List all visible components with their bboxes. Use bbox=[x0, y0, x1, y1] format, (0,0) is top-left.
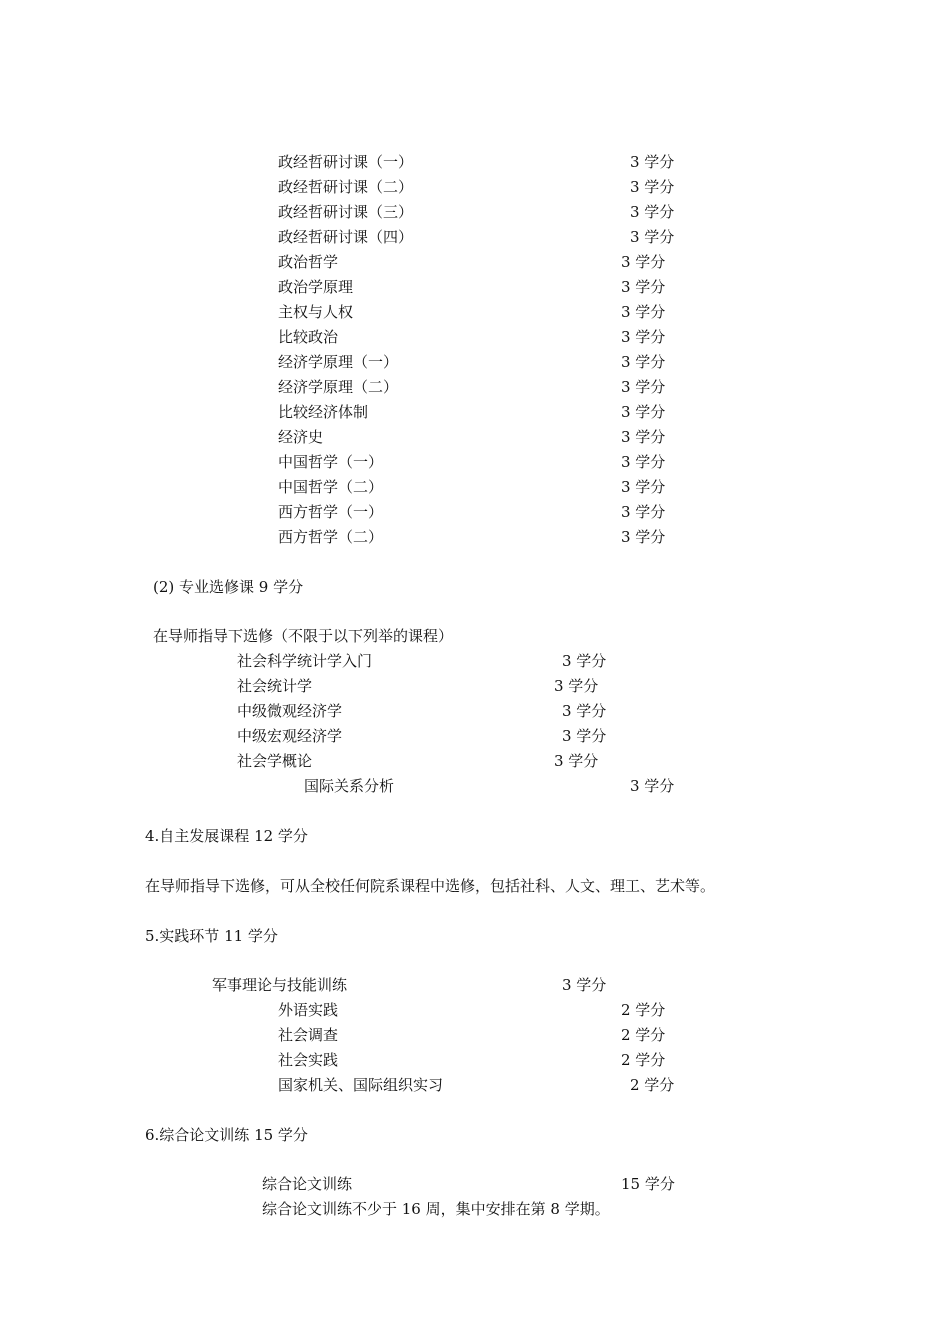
course-name: 军事理论与技能训练 bbox=[212, 976, 348, 994]
course-name: 社会统计学 bbox=[237, 677, 313, 695]
course-credit: 3 学分 bbox=[630, 228, 675, 246]
course-credit: 3 学分 bbox=[554, 677, 599, 695]
course-credit: 3 学分 bbox=[621, 303, 666, 321]
course-name: 国际关系分析 bbox=[304, 777, 395, 795]
section4-heading: 4.自主发展课程 12 学分 bbox=[145, 827, 308, 845]
course-credit: 2 学分 bbox=[621, 1026, 666, 1044]
course-name: 中国哲学（二） bbox=[278, 478, 384, 496]
course-name: 经济史 bbox=[278, 428, 324, 446]
section6-note: 综合论文训练不少于 16 周，集中安排在第 8 学期。 bbox=[262, 1200, 610, 1218]
course-credit: 3 学分 bbox=[621, 403, 666, 421]
course-credit: 3 学分 bbox=[621, 353, 666, 371]
course-credit: 3 学分 bbox=[562, 702, 607, 720]
course-name: 政经哲研讨课（四） bbox=[278, 228, 414, 246]
course-name: 社会学概论 bbox=[237, 752, 313, 770]
course-name: 中国哲学（一） bbox=[278, 453, 384, 471]
course-name: 社会实践 bbox=[278, 1051, 339, 1069]
section5-heading: 5.实践环节 11 学分 bbox=[145, 927, 278, 945]
course-credit: 3 学分 bbox=[630, 777, 675, 795]
course-credit: 3 学分 bbox=[562, 652, 607, 670]
course-credit: 3 学分 bbox=[630, 153, 675, 171]
course-name: 经济学原理（一） bbox=[278, 353, 399, 371]
course-credit: 2 学分 bbox=[621, 1051, 666, 1069]
course-name: 政经哲研讨课（三） bbox=[278, 203, 414, 221]
course-name: 社会调查 bbox=[278, 1026, 339, 1044]
section4-text: 在导师指导下选修，可从全校任何院系课程中选修，包括社科、人文、理工、艺术等。 bbox=[145, 877, 716, 895]
course-credit: 15 学分 bbox=[621, 1175, 675, 1193]
course-credit: 3 学分 bbox=[621, 528, 666, 546]
course-name: 外语实践 bbox=[278, 1001, 339, 1019]
course-name: 比较经济体制 bbox=[278, 403, 369, 421]
course-credit: 3 学分 bbox=[621, 503, 666, 521]
course-name: 西方哲学（二） bbox=[278, 528, 384, 546]
course-credit: 2 学分 bbox=[630, 1076, 675, 1094]
course-name: 主权与人权 bbox=[278, 303, 354, 321]
course-credit: 3 学分 bbox=[621, 253, 666, 271]
course-credit: 3 学分 bbox=[621, 428, 666, 446]
course-credit: 2 学分 bbox=[621, 1001, 666, 1019]
course-credit: 3 学分 bbox=[554, 752, 599, 770]
course-name: 综合论文训练 bbox=[262, 1175, 353, 1193]
course-credit: 3 学分 bbox=[621, 478, 666, 496]
elective-intro: 在导师指导下选修（不限于以下列举的课程） bbox=[153, 627, 454, 645]
course-credit: 3 学分 bbox=[621, 378, 666, 396]
course-credit: 3 学分 bbox=[630, 178, 675, 196]
course-name: 经济学原理（二） bbox=[278, 378, 399, 396]
elective-heading: (2) 专业选修课 9 学分 bbox=[153, 578, 304, 596]
course-name: 西方哲学（一） bbox=[278, 503, 384, 521]
course-name: 国家机关、国际组织实习 bbox=[278, 1076, 444, 1094]
course-credit: 3 学分 bbox=[621, 328, 666, 346]
course-credit: 3 学分 bbox=[621, 278, 666, 296]
course-name: 政经哲研讨课（一） bbox=[278, 153, 414, 171]
course-name: 中级微观经济学 bbox=[237, 702, 343, 720]
section6-heading: 6.综合论文训练 15 学分 bbox=[145, 1126, 308, 1144]
course-name: 社会科学统计学入门 bbox=[237, 652, 373, 670]
course-credit: 3 学分 bbox=[562, 976, 607, 994]
course-name: 政经哲研讨课（二） bbox=[278, 178, 414, 196]
course-credit: 3 学分 bbox=[562, 727, 607, 745]
course-credit: 3 学分 bbox=[630, 203, 675, 221]
course-name: 中级宏观经济学 bbox=[237, 727, 343, 745]
course-name: 政治哲学 bbox=[278, 253, 339, 271]
course-name: 比较政治 bbox=[278, 328, 339, 346]
course-name: 政治学原理 bbox=[278, 278, 354, 296]
course-credit: 3 学分 bbox=[621, 453, 666, 471]
